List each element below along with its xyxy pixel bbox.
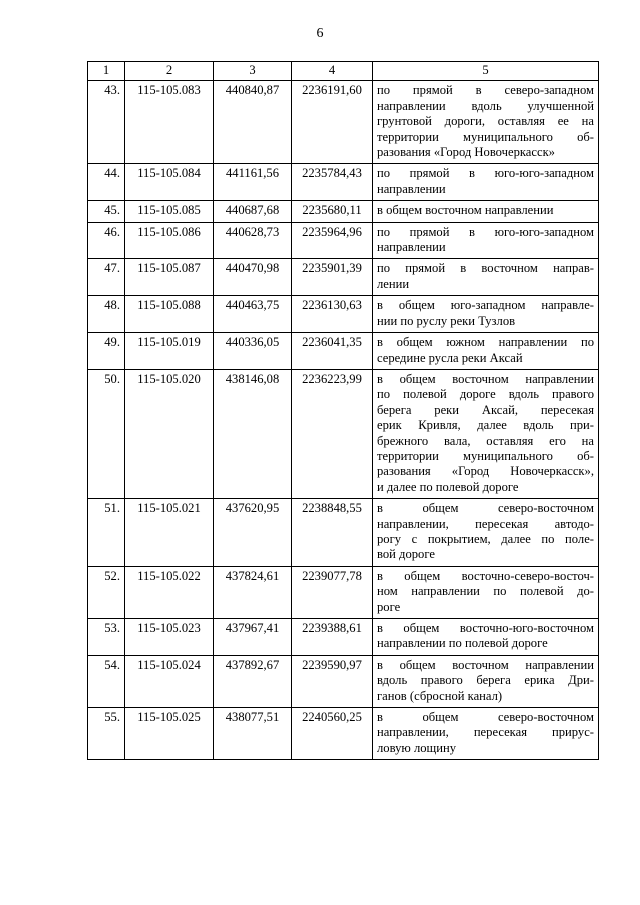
description-line: по прямой в северо-западном bbox=[377, 83, 594, 98]
description-line: по прямой в юго-юго-западном bbox=[377, 166, 594, 181]
description-line: по прямой в юго-юго-западном bbox=[377, 224, 594, 239]
direction-description-cell bbox=[373, 566, 599, 618]
point-number-cell: 50. bbox=[88, 369, 125, 498]
direction-description-cell bbox=[373, 708, 599, 760]
point-code-cell: 115-105.086 bbox=[125, 222, 214, 259]
y-coordinate-cell: 2238848,55 bbox=[292, 499, 373, 567]
x-coordinate-cell: 441161,56 bbox=[214, 164, 292, 201]
description-line: в общем восточно-северо-восточ- bbox=[377, 568, 594, 583]
description-line: ганов (сбросной канал) bbox=[377, 688, 503, 703]
direction-description-cell bbox=[373, 619, 599, 656]
point-number-cell: 51. bbox=[88, 499, 125, 567]
y-coordinate-cell: 2240560,25 bbox=[292, 708, 373, 760]
point-code-cell: 115-105.085 bbox=[125, 201, 214, 222]
point-number-cell: 48. bbox=[88, 296, 125, 333]
point-number-cell: 52. bbox=[88, 566, 125, 618]
description-line: ерик Кривля, далее вдоль при- bbox=[377, 418, 594, 433]
description-line: в общем северо-восточном bbox=[377, 710, 594, 725]
boundary-points-table bbox=[87, 61, 599, 760]
header-cell: 3 bbox=[214, 62, 292, 81]
description-line: берега реки Аксай, пересекая bbox=[377, 402, 594, 417]
table-row bbox=[88, 369, 599, 498]
direction-description-cell bbox=[373, 201, 599, 222]
description-line: территории муниципального об- bbox=[377, 129, 594, 144]
x-coordinate-cell: 437824,61 bbox=[214, 566, 292, 618]
description-line: и далее по полевой дороге bbox=[377, 479, 519, 494]
point-code-cell: 115-105.087 bbox=[125, 259, 214, 296]
description-line: направлении, пересекая прирус- bbox=[377, 725, 594, 740]
description-line: роге bbox=[377, 599, 401, 614]
point-number-cell: 54. bbox=[88, 655, 125, 707]
description-line: середине русла реки Аксай bbox=[377, 350, 523, 365]
point-number-cell: 55. bbox=[88, 708, 125, 760]
description-line: лении bbox=[377, 276, 410, 291]
direction-description-cell bbox=[373, 655, 599, 707]
description-line: направлении bbox=[377, 181, 446, 196]
point-code-cell: 115-105.025 bbox=[125, 708, 214, 760]
description-line: вдоль правого берега ерика Дри- bbox=[377, 673, 594, 688]
x-coordinate-cell: 440628,73 bbox=[214, 222, 292, 259]
description-line: в общем восточно-юго-восточном bbox=[377, 621, 594, 635]
direction-description-cell bbox=[373, 499, 599, 567]
direction-description-cell bbox=[373, 369, 599, 498]
table-row bbox=[88, 222, 599, 259]
table-row bbox=[88, 499, 599, 567]
y-coordinate-cell: 2236041,35 bbox=[292, 333, 373, 370]
description-line: в общем восточном направлении bbox=[377, 657, 594, 672]
x-coordinate-cell: 437620,95 bbox=[214, 499, 292, 567]
point-number-cell: 43. bbox=[88, 81, 125, 164]
table-row bbox=[88, 566, 599, 618]
point-code-cell: 115-105.023 bbox=[125, 619, 214, 656]
y-coordinate-cell: 2239388,61 bbox=[292, 619, 373, 656]
point-number-cell: 46. bbox=[88, 222, 125, 259]
description-line: по прямой в восточном направ- bbox=[377, 261, 594, 276]
description-line: ловую лощину bbox=[377, 740, 457, 755]
point-code-cell: 115-105.083 bbox=[125, 81, 214, 164]
header-cell: 5 bbox=[373, 62, 599, 81]
description-line: брежного вала, оставляя его на bbox=[377, 433, 594, 448]
y-coordinate-cell: 2236223,99 bbox=[292, 369, 373, 498]
direction-description-cell bbox=[373, 333, 599, 370]
description-line: разования «Город Новочеркасск» bbox=[377, 145, 555, 160]
description-line: в общем северо-восточном bbox=[377, 501, 594, 516]
description-line: в общем юго-западном направле- bbox=[377, 298, 594, 313]
y-coordinate-cell: 2235964,96 bbox=[292, 222, 373, 259]
description-line: по полевой дороге вдоль правого bbox=[377, 387, 594, 402]
description-line: территории муниципального об- bbox=[377, 448, 594, 463]
y-coordinate-cell: 2236130,63 bbox=[292, 296, 373, 333]
point-code-cell: 115-105.020 bbox=[125, 369, 214, 498]
header-cell: 1 bbox=[88, 62, 125, 81]
description-line: в общем восточном направлении bbox=[377, 371, 594, 386]
header-cell: 4 bbox=[292, 62, 373, 81]
y-coordinate-cell: 2235680,11 bbox=[292, 201, 373, 222]
x-coordinate-cell: 437967,41 bbox=[214, 619, 292, 656]
page-number: 6 bbox=[316, 26, 324, 41]
x-coordinate-cell: 437892,67 bbox=[214, 655, 292, 707]
point-code-cell: 115-105.019 bbox=[125, 333, 214, 370]
description-line: ном направлении по полевой до- bbox=[377, 584, 594, 599]
description-line: в общем восточном направлении bbox=[377, 203, 554, 218]
y-coordinate-cell: 2236191,60 bbox=[292, 81, 373, 164]
description-line: рогу с покрытием, далее по поле- bbox=[377, 531, 594, 546]
point-code-cell: 115-105.024 bbox=[125, 655, 214, 707]
x-coordinate-cell: 440687,68 bbox=[214, 201, 292, 222]
point-code-cell: 115-105.022 bbox=[125, 566, 214, 618]
y-coordinate-cell: 2235784,43 bbox=[292, 164, 373, 201]
description-line: разования «Город Новочеркасск», bbox=[377, 464, 594, 479]
direction-description-cell bbox=[373, 164, 599, 201]
table-row bbox=[88, 201, 599, 222]
point-number-cell: 49. bbox=[88, 333, 125, 370]
y-coordinate-cell: 2239077,78 bbox=[292, 566, 373, 618]
x-coordinate-cell: 440470,98 bbox=[214, 259, 292, 296]
table-row bbox=[88, 333, 599, 370]
x-coordinate-cell: 438077,51 bbox=[214, 708, 292, 760]
header-cell: 2 bbox=[125, 62, 214, 81]
y-coordinate-cell: 2235901,39 bbox=[292, 259, 373, 296]
description-line: направлении вдоль улучшенной bbox=[377, 98, 594, 113]
table-row bbox=[88, 619, 599, 656]
direction-description-cell bbox=[373, 81, 599, 164]
description-line: направлении по полевой дороге bbox=[377, 636, 548, 651]
point-code-cell: 115-105.084 bbox=[125, 164, 214, 201]
point-number-cell: 47. bbox=[88, 259, 125, 296]
description-line: вой дороге bbox=[377, 547, 435, 562]
description-line: направлении bbox=[377, 240, 446, 255]
description-line: в общем южном направлении по bbox=[377, 335, 594, 350]
table-row bbox=[88, 164, 599, 201]
point-number-cell: 53. bbox=[88, 619, 125, 656]
table-row bbox=[88, 655, 599, 707]
x-coordinate-cell: 438146,08 bbox=[214, 369, 292, 498]
point-code-cell: 115-105.021 bbox=[125, 499, 214, 567]
table-row bbox=[88, 708, 599, 760]
point-number-cell: 44. bbox=[88, 164, 125, 201]
table-row bbox=[88, 296, 599, 333]
y-coordinate-cell: 2239590,97 bbox=[292, 655, 373, 707]
point-code-cell: 115-105.088 bbox=[125, 296, 214, 333]
description-line: грунтовой дороги, оставляя ее на bbox=[377, 114, 594, 129]
x-coordinate-cell: 440840,87 bbox=[214, 81, 292, 164]
description-line: нии по руслу реки Тузлов bbox=[377, 313, 516, 328]
direction-description-cell bbox=[373, 296, 599, 333]
description-line: направлении, пересекая автодо- bbox=[377, 516, 594, 531]
table-header-row bbox=[88, 62, 599, 81]
table-row bbox=[88, 259, 599, 296]
table-row bbox=[88, 81, 599, 164]
direction-description-cell bbox=[373, 222, 599, 259]
point-number-cell: 45. bbox=[88, 201, 125, 222]
direction-description-cell bbox=[373, 259, 599, 296]
x-coordinate-cell: 440463,75 bbox=[214, 296, 292, 333]
x-coordinate-cell: 440336,05 bbox=[214, 333, 292, 370]
